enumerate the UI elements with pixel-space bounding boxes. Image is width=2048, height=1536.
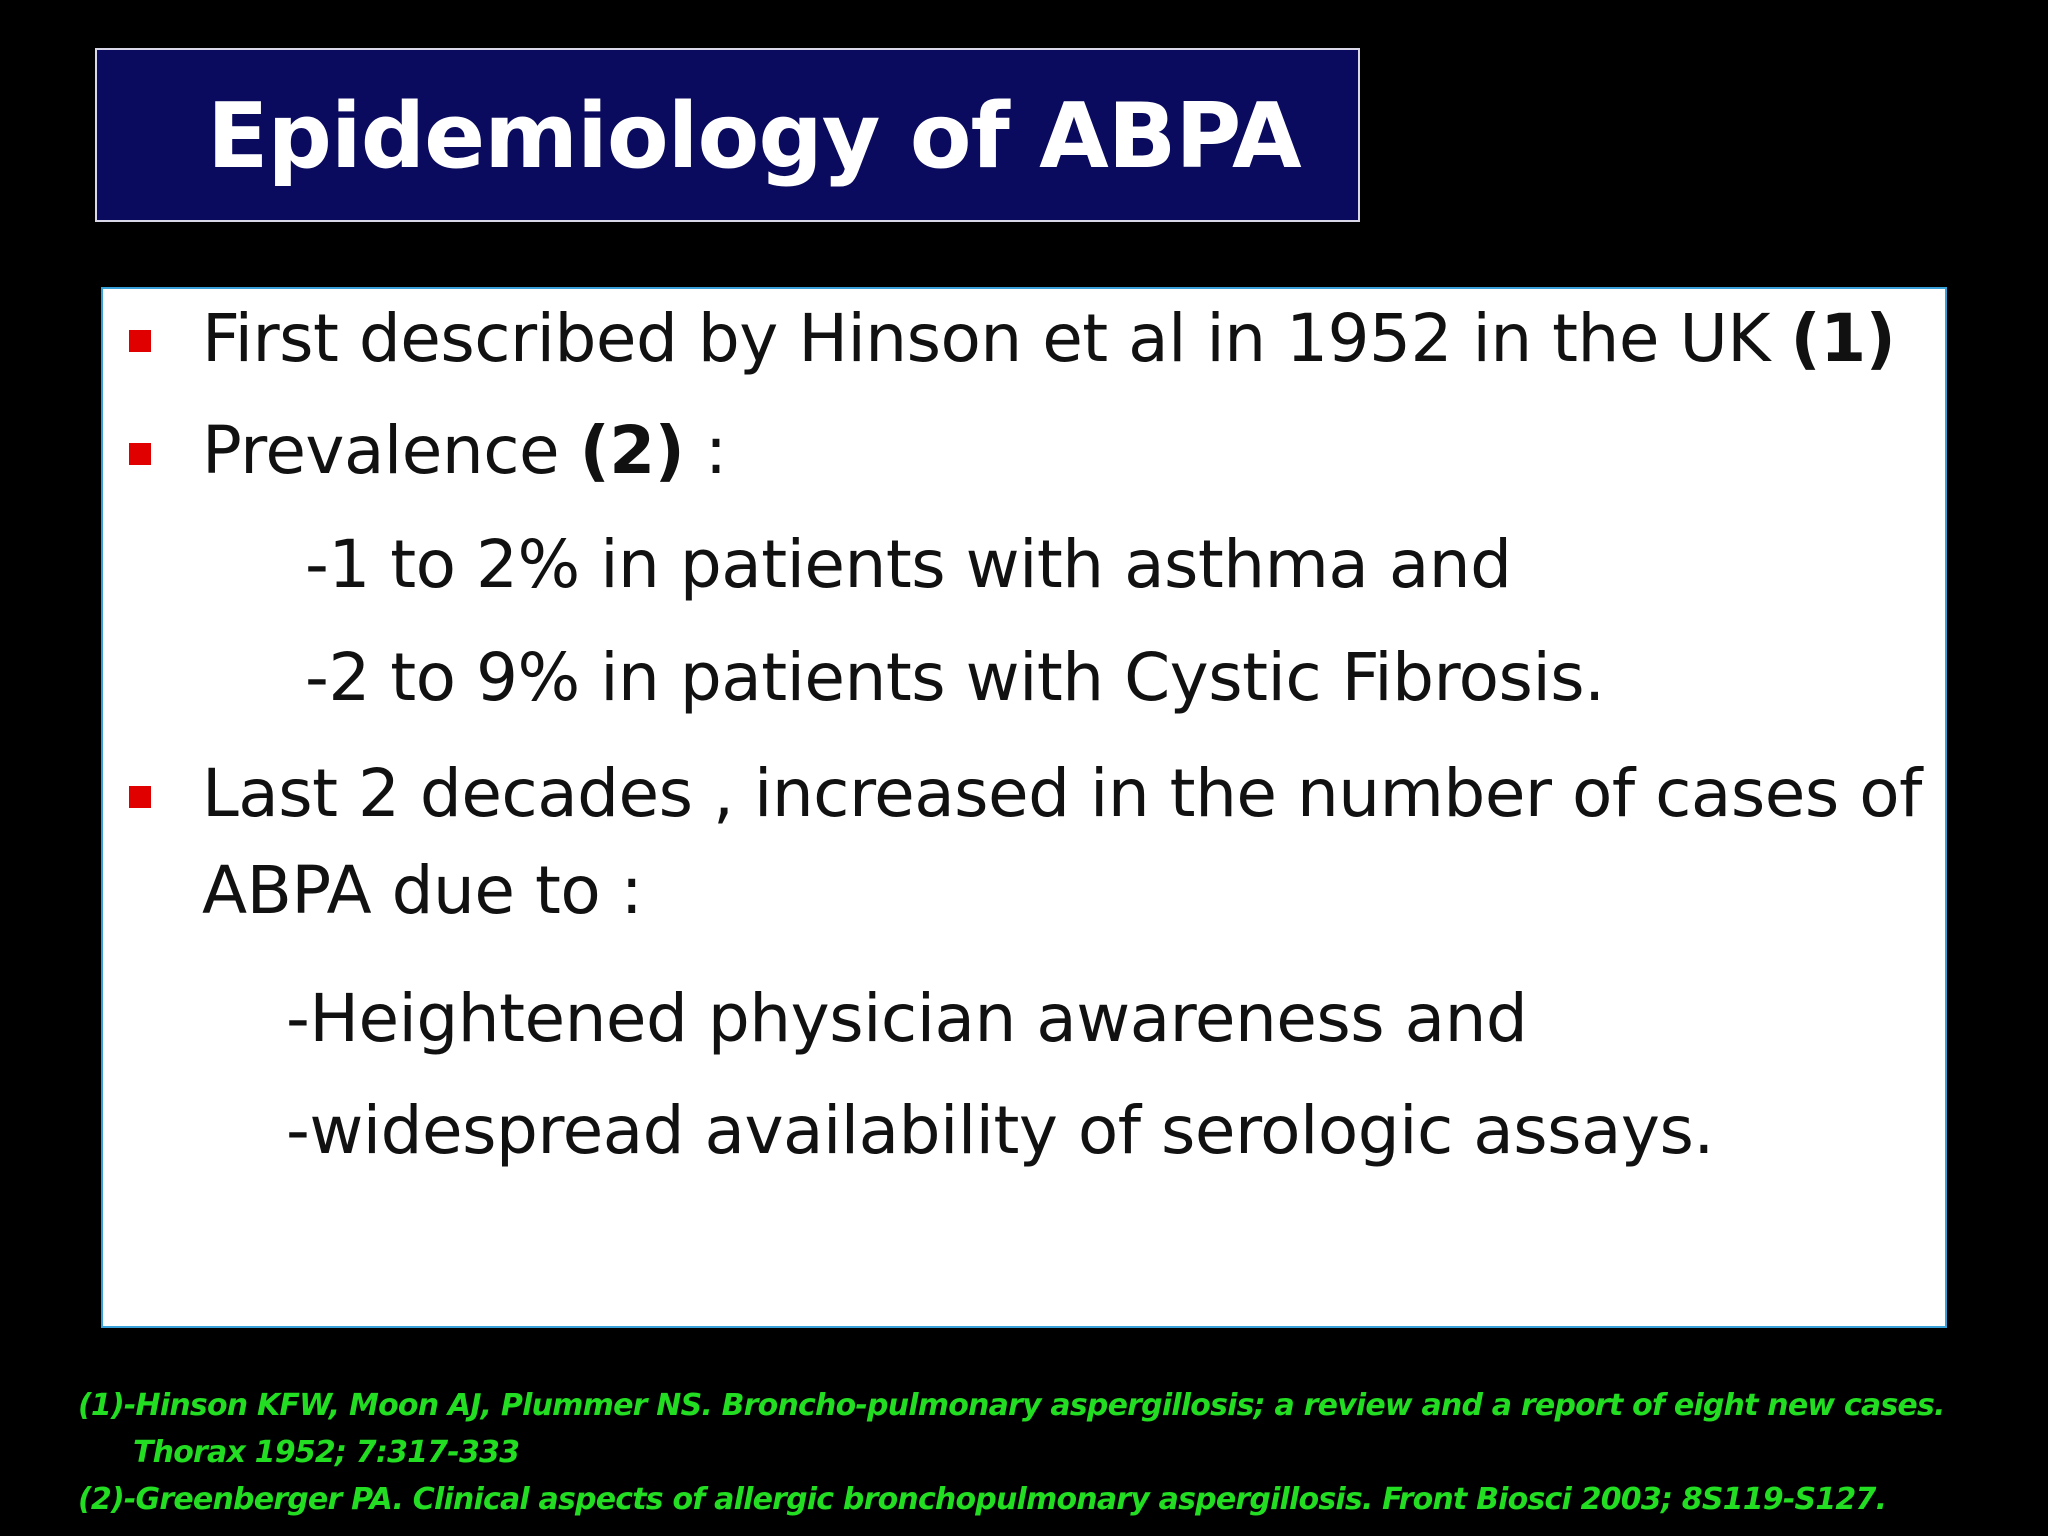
prevalence-item-1: -1 to 2% in patients with asthma and bbox=[305, 526, 1512, 603]
reference-1-line-2: Thorax 1952; 7:317-333 bbox=[133, 1435, 520, 1470]
prevalence-item-2: -2 to 9% in patients with Cystic Fibrosis. bbox=[305, 639, 1605, 716]
bullet-1-body: First described by Hinson et al in 1952 in the UK bbox=[202, 300, 1771, 377]
bullet-2-text bbox=[202, 411, 727, 491]
slide-title: Epidemiology of ABPA bbox=[207, 84, 1301, 189]
bullet-1-text bbox=[202, 299, 1895, 379]
bullet-3-line-2: ABPA due to : bbox=[202, 852, 643, 929]
bullet-2-suffix: : bbox=[684, 412, 727, 489]
reference-2: (2)-Greenberger PA. Clinical aspects of allergic bronchopulmonary aspergillosis. Front Biosci 2003; 8S119-S127. bbox=[78, 1482, 1887, 1517]
content-panel bbox=[101, 287, 1947, 1328]
bullet-1-ref: (1) bbox=[1790, 300, 1896, 377]
bullet-marker-2 bbox=[129, 443, 151, 465]
bullet-3-line-1: Last 2 decades , increased in the number of cases of bbox=[202, 755, 1922, 832]
bullet-2-body: Prevalence bbox=[202, 412, 560, 489]
bullet-marker-1 bbox=[129, 330, 151, 352]
bullet-2-ref: (2) bbox=[579, 412, 685, 489]
cause-item-1: -Heightened physician awareness and bbox=[286, 980, 1528, 1057]
bullet-marker-3 bbox=[129, 786, 151, 808]
reference-1-line-1: (1)-Hinson KFW, Moon AJ, Plummer NS. Broncho-pulmonary aspergillosis; a review and a report of eight new cases. bbox=[78, 1388, 1945, 1423]
title-banner bbox=[95, 48, 1360, 222]
cause-item-2: -widespread availability of serologic assays. bbox=[286, 1092, 1714, 1169]
